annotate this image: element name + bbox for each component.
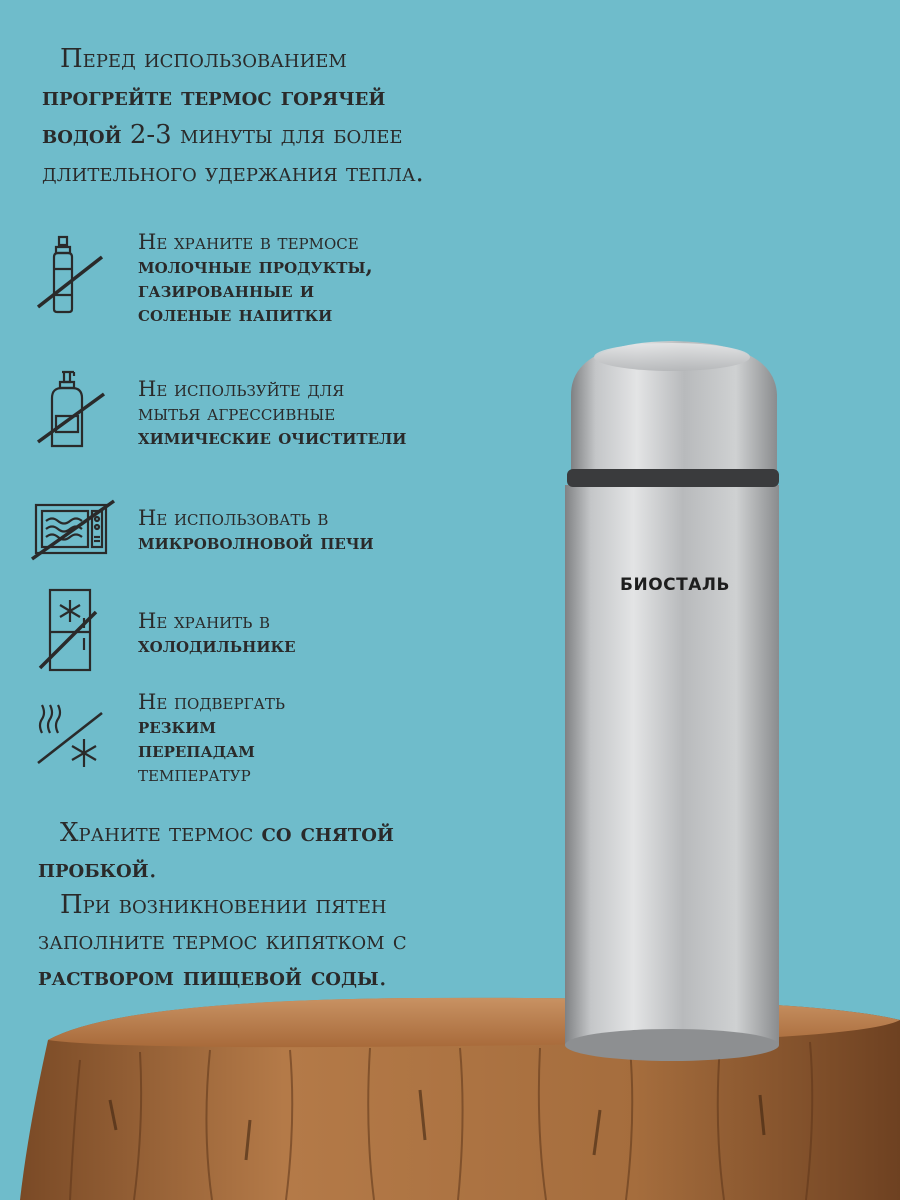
rule-line: Не храните в термосе <box>138 230 359 254</box>
rule-line-plain: Не подвергать <box>138 690 285 714</box>
rule-line-bold: соленые напитки <box>138 301 333 326</box>
rule-line-bold: микроволновой печи <box>138 529 374 554</box>
outro-p2 <box>38 887 478 995</box>
outro-p2-line: При возникновении пятен <box>60 890 387 920</box>
rule-line-bold: молочные продукты, <box>138 253 373 278</box>
outro-p1-bold: со снятой <box>261 818 394 848</box>
rule-text <box>138 230 373 326</box>
rule-line: мытья агрессивные <box>138 401 336 425</box>
rule-line-bold: холодильнике <box>138 632 296 657</box>
fridge-crossed-icon <box>30 588 120 678</box>
intro-paragraph <box>42 40 512 192</box>
rule-line <box>138 690 285 738</box>
intro-line-2: 2-3 минуты для более <box>121 120 403 150</box>
intro-line-1: Перед использованием <box>60 44 347 74</box>
rule-line-bold: газированные и <box>138 277 315 302</box>
outro-p2-line: заполните термос кипятком с <box>38 926 407 956</box>
detergent-bottle-crossed-icon <box>30 368 120 458</box>
rule-line-bold: перепадам <box>138 737 255 762</box>
rule-line-bold: резким <box>138 713 216 738</box>
heat-cold-crossed-icon <box>30 693 120 783</box>
thermos-image <box>555 335 795 1070</box>
rule-line: Не используйте для <box>138 377 345 401</box>
intro-line-3: длительного удержания тепла. <box>42 158 424 188</box>
rule-text <box>138 506 374 554</box>
rule-no-microwave <box>30 485 500 575</box>
outro-p1-bold: пробкой <box>38 854 149 884</box>
rule-no-temperature-shock <box>30 690 500 786</box>
rule-line <box>138 738 285 786</box>
rule-line-plain: температур <box>138 762 251 786</box>
microwave-crossed-icon <box>30 485 120 575</box>
intro-bold-1: прогрейте термос горячей <box>42 82 386 112</box>
outro-p1-plain: Храните термос <box>60 818 262 848</box>
rule-no-chemicals <box>30 368 500 458</box>
rule-no-fridge <box>30 588 500 678</box>
outro-p1 <box>38 815 478 887</box>
rule-text <box>138 609 296 657</box>
outro-paragraph <box>38 815 478 995</box>
brand-logo-text: БИОСТАЛЬ <box>620 575 730 595</box>
spray-bottle-crossed-icon <box>30 233 120 323</box>
outro-p2-end: . <box>378 962 387 992</box>
outro-p2-bold: раствором пищевой соды <box>38 962 379 992</box>
rule-line-bold: химические очистители <box>138 424 407 449</box>
rule-line: Не хранить в <box>138 609 271 633</box>
rule-text <box>138 690 285 786</box>
rule-no-dairy-soda <box>30 230 500 326</box>
rule-line: Не использовать в <box>138 506 329 530</box>
outro-p1-end: . <box>148 854 157 884</box>
rule-text <box>138 377 406 449</box>
intro-bold-2: водой <box>42 120 122 150</box>
